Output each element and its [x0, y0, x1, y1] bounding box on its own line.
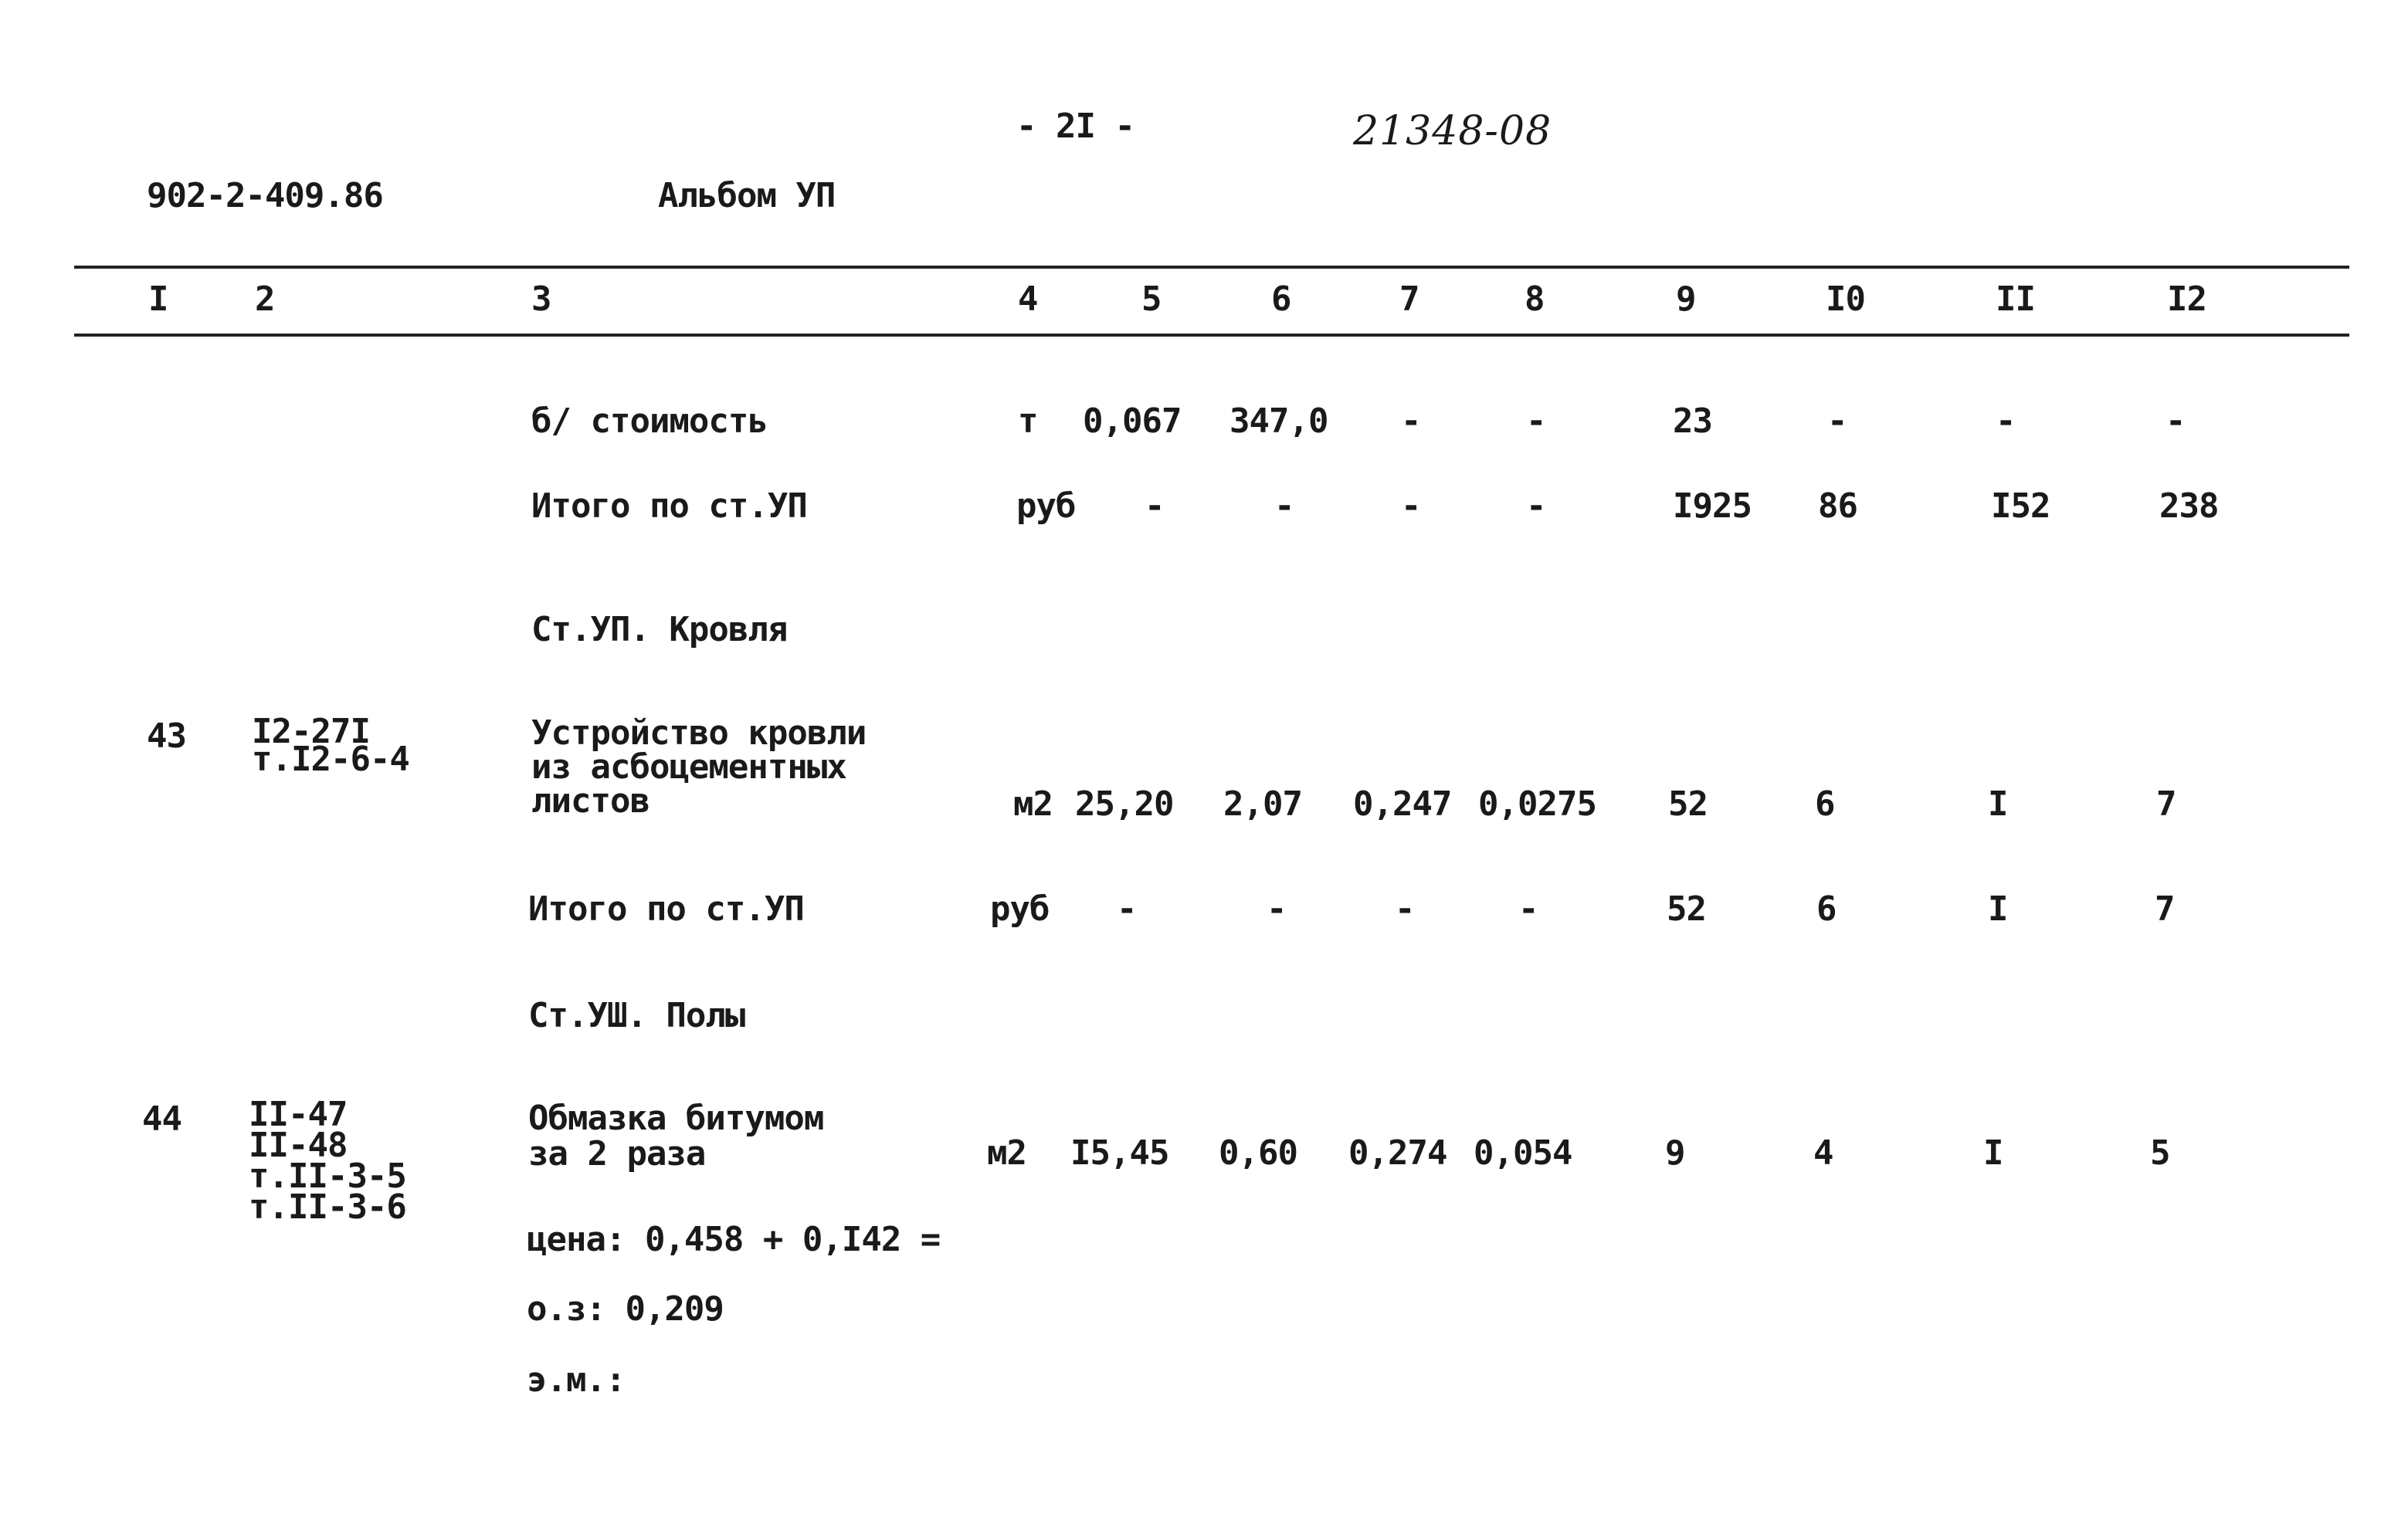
desc-line: листов — [531, 781, 649, 821]
cell-col5: 0,067 — [1083, 401, 1182, 441]
column-header: 4 — [1018, 279, 1038, 319]
cell-col10: - — [1827, 401, 1847, 441]
cell-col10: 6 — [1815, 784, 1835, 824]
cell-col6: - — [1274, 486, 1294, 526]
column-header: 8 — [1525, 279, 1545, 319]
cell-col11: I — [1988, 784, 2008, 824]
column-header: 7 — [1399, 279, 1419, 319]
row-description: Итого по ст.УП — [528, 889, 804, 929]
column-header: 9 — [1676, 279, 1696, 319]
cell-col6: 0,60 — [1219, 1133, 1297, 1173]
album-label: Альбом УП — [658, 176, 836, 215]
cell-col5: 25,20 — [1075, 784, 1174, 824]
document-code: 902-2-409.86 — [147, 176, 383, 215]
cell-col10: 4 — [1813, 1133, 1833, 1173]
cell-col8: - — [1526, 486, 1546, 526]
unit-cell: руб — [1016, 486, 1076, 526]
cell-col8: - — [1518, 889, 1538, 929]
code-line: II-47 — [249, 1095, 348, 1134]
cell-col12: - — [2166, 401, 2186, 441]
item-number: 44 — [142, 1099, 181, 1139]
item-code — [252, 713, 409, 778]
desc-line: Устройство кровли — [531, 713, 867, 753]
column-header: 3 — [531, 279, 551, 319]
desc-line: Обмазка битумом — [528, 1099, 824, 1138]
unit-cell: м2 — [1013, 784, 1053, 824]
cell-col5: I5,45 — [1070, 1133, 1169, 1173]
desc-line: из асбоцементных — [531, 747, 846, 787]
item-description — [528, 1101, 823, 1172]
row-description: Итого по ст.УП — [531, 486, 807, 526]
cell-col5: - — [1117, 889, 1137, 929]
column-header: 6 — [1271, 279, 1291, 319]
unit-cell: м2 — [987, 1133, 1026, 1173]
column-header: 2 — [255, 279, 275, 319]
cell-col7: - — [1401, 486, 1421, 526]
unit-cell: руб — [990, 889, 1050, 929]
cell-col7: 0,247 — [1353, 784, 1452, 824]
item-description — [531, 713, 867, 821]
cell-col9: 52 — [1667, 889, 1706, 929]
row-description: б/ стоимость — [531, 401, 768, 441]
cell-col9: I925 — [1673, 486, 1752, 526]
cell-col11: - — [1996, 401, 2016, 441]
column-header: I2 — [2167, 279, 2206, 319]
column-header: I — [148, 279, 168, 319]
code-line: т.II-3-6 — [249, 1187, 406, 1227]
cell-col11: I — [1988, 889, 2008, 929]
machine-line: э.м.: — [527, 1360, 626, 1400]
cell-col8: 0,0275 — [1478, 784, 1596, 824]
column-header: II — [1996, 279, 2035, 319]
cell-col12: 238 — [2159, 486, 2219, 526]
cell-col9: 23 — [1673, 401, 1712, 441]
cell-col10: 86 — [1818, 486, 1857, 526]
price-line: цена: 0,458 + 0,I42 = — [527, 1220, 941, 1259]
cell-col12: 7 — [2156, 784, 2176, 824]
cell-col11: I52 — [1991, 486, 2050, 526]
cell-col7: 0,274 — [1348, 1133, 1447, 1173]
page-number: - 2I - — [1016, 107, 1134, 146]
cell-col9: 9 — [1665, 1133, 1685, 1173]
cell-col11: I — [1983, 1133, 2003, 1173]
cell-col7: - — [1395, 889, 1415, 929]
cell-col7: - — [1401, 401, 1421, 441]
cell-col10: 6 — [1816, 889, 1837, 929]
cell-col6: 2,07 — [1223, 784, 1302, 824]
desc-line: за 2 раза — [528, 1134, 706, 1174]
table-top-rule — [74, 266, 2349, 269]
section-heading-roof: Ст.УП. Кровля — [531, 610, 788, 649]
handwritten-reference: 21348-08 — [1353, 108, 1552, 154]
cell-col6: - — [1267, 889, 1287, 929]
cell-col12: 5 — [2150, 1133, 2170, 1173]
unit-cell: т — [1018, 401, 1038, 441]
section-heading-floor: Ст.УШ. Полы — [528, 996, 745, 1035]
cell-col5: - — [1145, 486, 1165, 526]
item-number: 43 — [147, 716, 186, 756]
table-header-bottom-rule — [74, 334, 2349, 337]
cell-col6: 347,0 — [1229, 401, 1328, 441]
wage-line: о.з: 0,209 — [527, 1289, 724, 1329]
cell-col8: - — [1526, 401, 1546, 441]
column-header: I0 — [1826, 279, 1865, 319]
code-line: т.II-3-5 — [249, 1157, 406, 1196]
cell-col8: 0,054 — [1474, 1133, 1572, 1173]
column-header: 5 — [1141, 279, 1162, 319]
cell-col9: 52 — [1668, 784, 1708, 824]
code-line: II-48 — [249, 1126, 348, 1165]
code-line: т.I2-6-4 — [252, 740, 409, 779]
item-code — [249, 1095, 406, 1227]
cell-col12: 7 — [2155, 889, 2175, 929]
code-line: I2-27I — [252, 712, 370, 751]
